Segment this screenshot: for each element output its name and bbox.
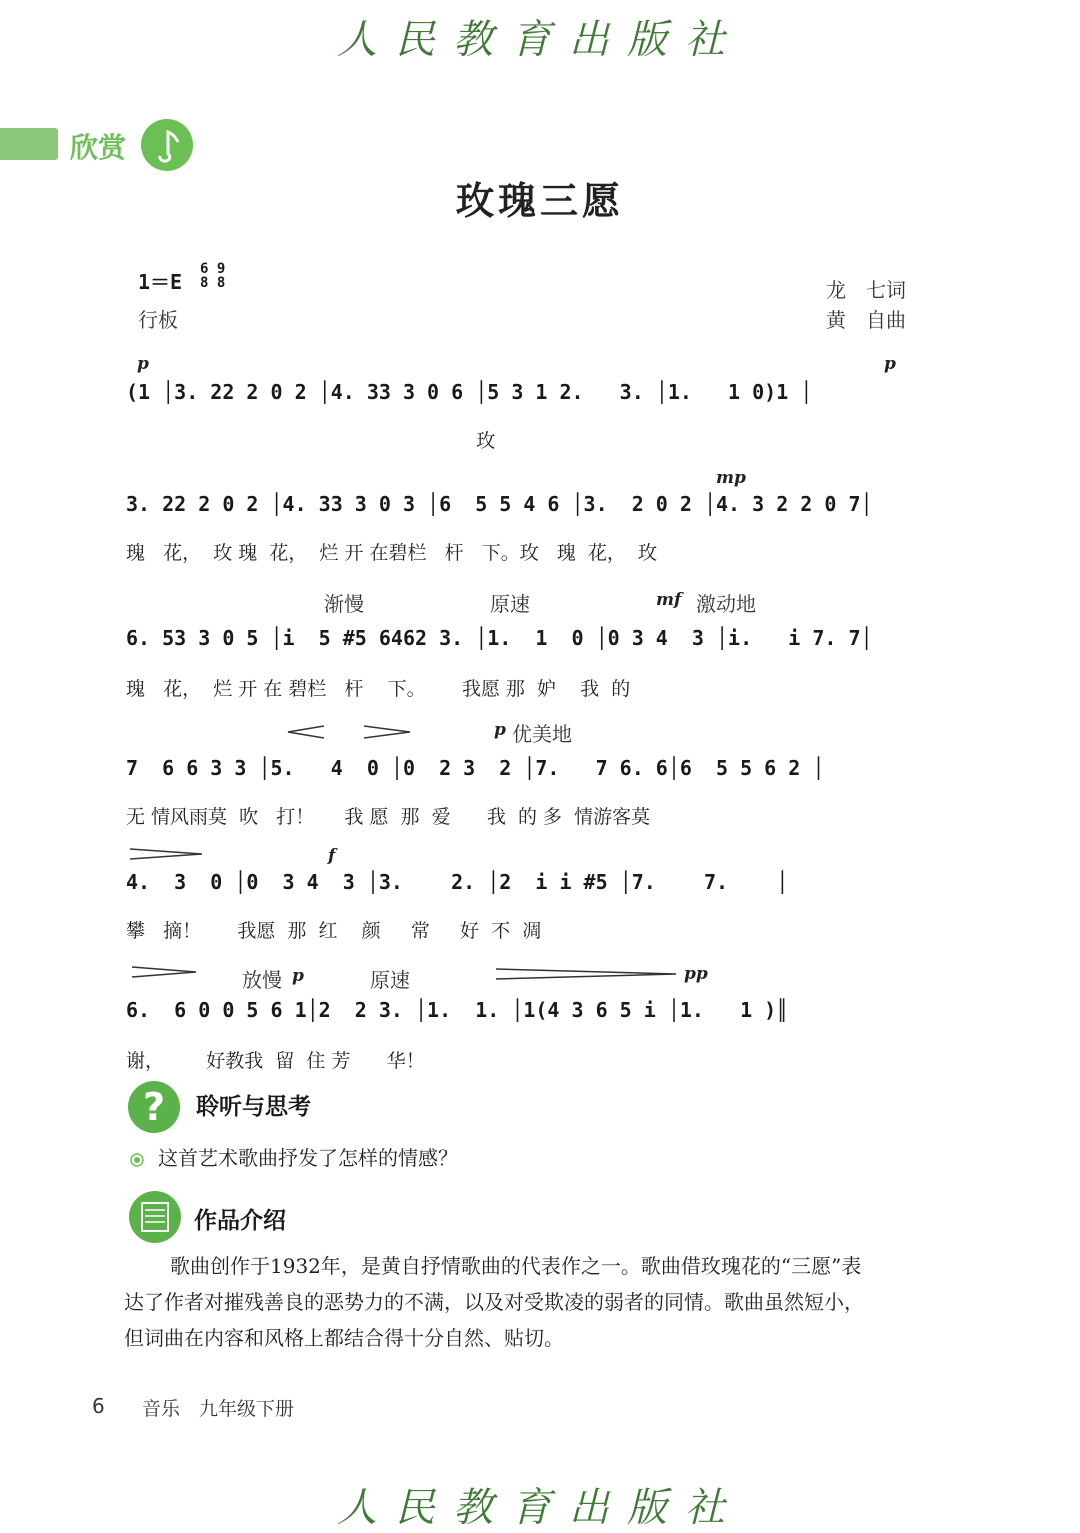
dynamic-mark: pp [684,964,708,984]
listen-heading: 聆听与思考 [196,1094,311,1120]
score-lyrics-row: 攀 摘！ 我愿 那 红 颜 常 好 不 凋 [126,920,542,942]
lyricist-credit: 龙 七词 [826,278,906,302]
intro-paragraph-line: 但词曲在内容和风格上都结合得十分自然、贴切。 [124,1326,564,1350]
svg-text:?: ? [142,1085,166,1129]
score-notes-row: 7 6 6 3 3 │5. 4 0 │0 2 3 2 │7. 7 6. 6│6 5 5 6 2 │ [126,756,825,780]
decrescendo-icon [130,964,200,984]
tempo-change-mark: 原速 [490,592,530,616]
tempo-change-mark: 渐慢 [324,592,364,616]
key-signature: 1＝E [138,270,183,294]
publisher-header: 人民教育出版社 [337,17,743,63]
composer-credit: 黄 自曲 [826,308,906,332]
intro-heading: 作品介绍 [194,1208,286,1234]
question-icon [127,1080,181,1134]
dynamic-mark: p [292,966,304,986]
score-lyrics-row: 瑰 花， 玫 瑰 花， 烂 开 在碧栏 杆 下。玫 瑰 花， 玫 [126,542,657,564]
score-sheet-icon [128,1190,182,1244]
score-lyrics-row: 谢， 好教我 留 住 芳 华！ [126,1050,425,1072]
tempo-change-mark: 放慢 [242,968,282,992]
book-title: 音乐 九年级下册 [142,1398,295,1420]
score-lyrics-row: 玫 [126,430,496,452]
section-bar [0,128,58,160]
crescendo-icon [286,722,416,746]
score-notes-row: 4. 3 0 │0 3 4 3 │3. 2. │2 i i #5 │7. 7. │ [126,870,789,894]
listen-question: 这首艺术歌曲抒发了怎样的情感？ [158,1146,458,1170]
tempo-change-mark: 原速 [370,968,410,992]
score-notes-row: (1 │3. 22 2 0 2 │4. 33 3 0 6 │5 3 1 2. 3. │1. 1 0)1 │ [126,380,813,404]
score-notes-row: 6. 53 3 0 5 │i 5 #5 6462 3. │1. 1 0 │0 3 4 3 │i. i 7. 7│ [126,626,873,650]
section-label: 欣赏 [70,131,127,164]
dynamic-mark: p [494,720,506,740]
bullet-icon [130,1152,144,1166]
tempo-marking: 行板 [138,308,178,332]
decrescendo-icon [494,966,680,986]
dynamic-mark: p [137,354,149,374]
dynamic-mark: p [884,354,896,374]
decrescendo-icon [128,846,208,866]
intro-paragraph-line: 歌曲创作于1932年，是黄自抒情歌曲的代表作之一。歌曲借玫瑰花的“三愿”表 [170,1254,862,1278]
score-notes-row: 6. 6 0 0 5 6 1│2 2 3. │1. 1. │1(4 3 6 5 i │1. 1 )║ [126,998,789,1022]
music-note-icon [140,118,194,172]
score-lyrics-row: 无 情风雨莫 吹 打！ 我 愿 那 爱 我 的 多 情游客莫 [126,806,651,828]
publisher-footer: 人民教育出版社 [337,1485,743,1531]
time-signature: 6 9 8 8 [200,261,226,291]
intro-paragraph-line: 达了作者对摧残善良的恶势力的不满，以及对受欺凌的弱者的同情。歌曲虽然短小， [124,1290,864,1314]
page-number: 6 [92,1394,105,1418]
score-notes-row: 3. 22 2 0 2 │4. 33 3 0 3 │6 5 5 4 6 │3. 2 0 2 │4. 3 2 2 0 7│ [126,492,873,516]
expression-mark: 优美地 [512,722,572,746]
song-title: 玫瑰三愿 [455,178,624,223]
expression-mark: 激动地 [696,592,756,616]
dynamic-mark: f [328,846,336,866]
dynamic-mark: mp [716,468,746,488]
dynamic-mark: mf [656,590,682,610]
score-lyrics-row: 瑰 花， 烂 开 在 碧栏 杆 下。 我愿 那 妒 我 的 [126,678,631,700]
